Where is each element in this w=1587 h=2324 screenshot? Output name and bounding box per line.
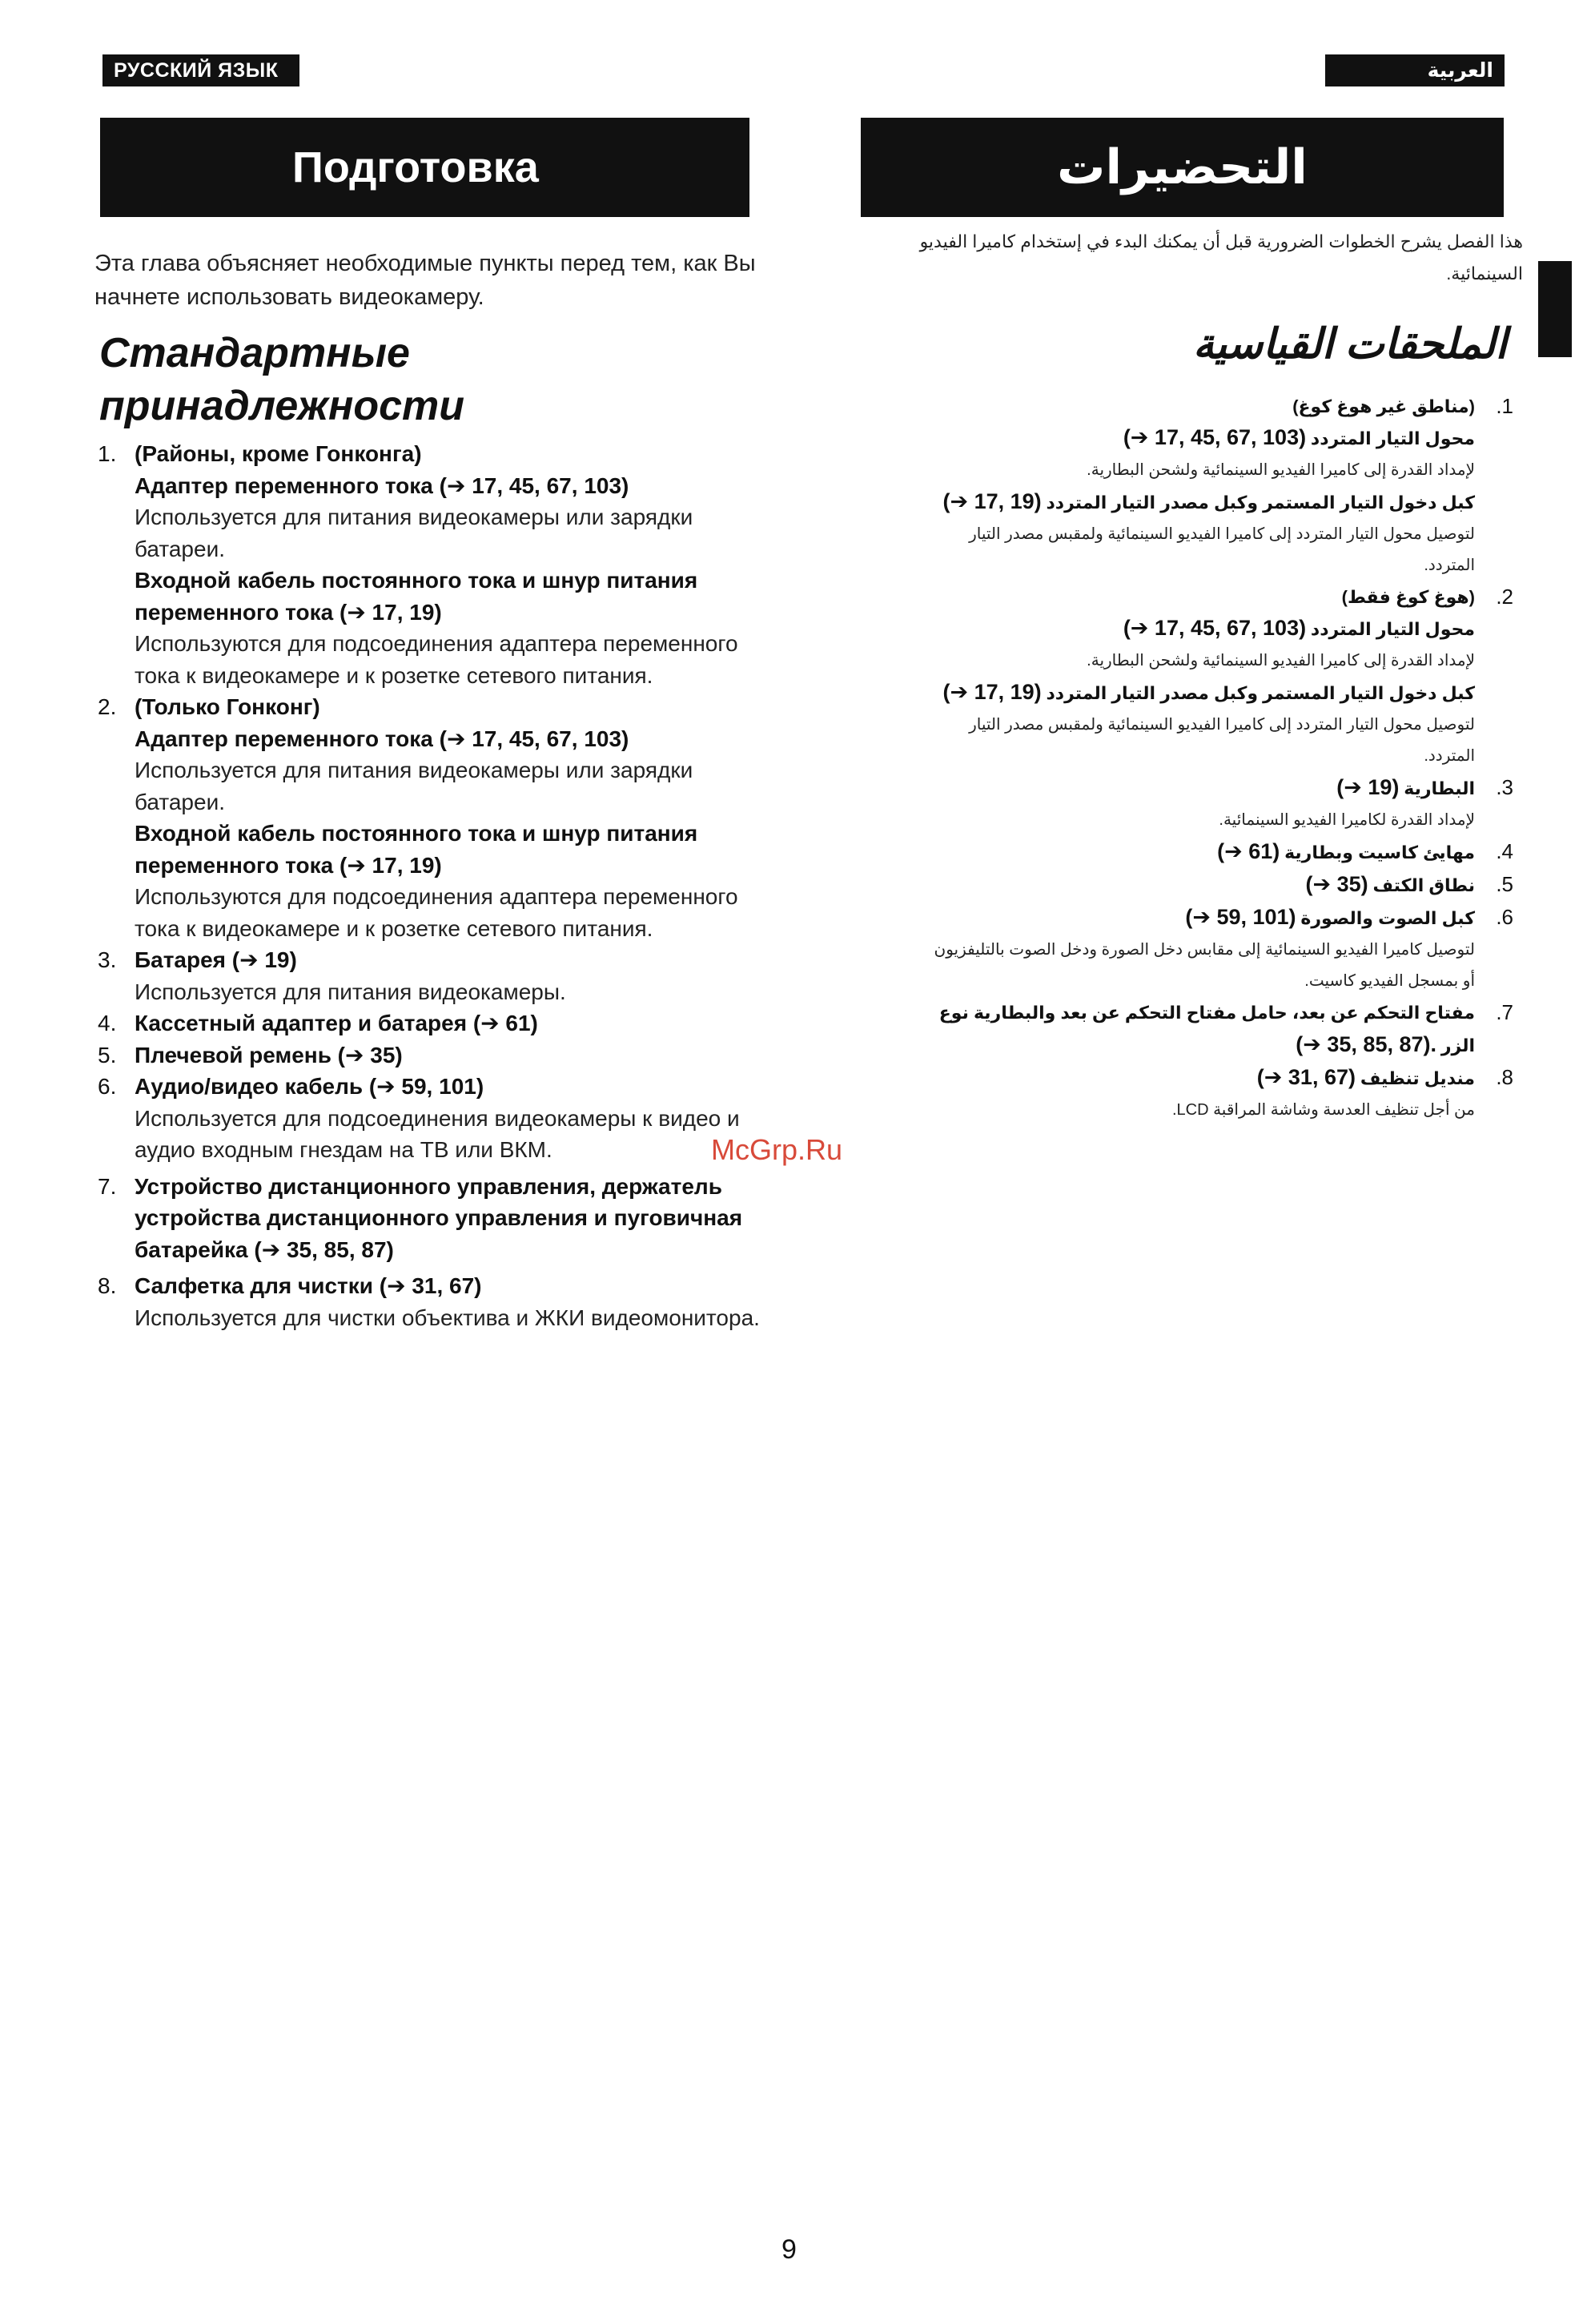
item-title: (Только Гонконг) xyxy=(135,694,320,719)
item-title: مهايئ كاسيت وبطارية xyxy=(1284,842,1475,862)
item-subtitle: كبل دخول التيار المستمر وكبل مصدر التيار المتردد xyxy=(1046,493,1475,513)
item-subtitle: Адаптер переменного тока (➔ 17, 45, 67, 103) xyxy=(135,726,629,751)
page-reference: (➔ 35, 85, 87). xyxy=(1296,1032,1436,1056)
section-heading-russian: Стандартные принадлежности xyxy=(99,330,465,429)
item-number: 1. xyxy=(98,441,117,466)
item-description: لتوصيل محول التيار المتردد إلى كاميرا الفيديو السينمائية ولمقبس مصدر التيار المتردد. xyxy=(969,525,1475,574)
list-item xyxy=(930,869,1587,902)
item-number: .6 xyxy=(1496,905,1513,929)
list-item xyxy=(930,1062,1587,1126)
item-number: 8. xyxy=(98,1273,117,1298)
item-subtitle: Входной кабель постоянного тока и шнур питания переменного тока (➔ 17, 19) xyxy=(135,821,698,878)
item-subtitle: محول التيار المتردد xyxy=(1310,619,1475,639)
list-item xyxy=(94,438,783,691)
item-description: لإمداد القدرة إلى كاميرا الفيديو السينمائية ولشحن البطارية. xyxy=(1087,461,1475,479)
page-reference: (➔ 35) xyxy=(1305,872,1368,896)
item-number: .7 xyxy=(1496,1000,1513,1024)
item-description: لإمداد القدرة إلى كاميرا الفيديو السينمائية ولشحن البطارية. xyxy=(1087,652,1475,669)
item-title: (مناطق غير هوغ كوغ) xyxy=(1292,396,1475,416)
item-number: 2. xyxy=(98,694,117,719)
page-reference: (➔ 59, 101) xyxy=(1185,905,1296,929)
item-title: Устройство дистанционного управления, держатель устройства дистанционного управления и пуговичная батарейка (➔ 35, 85, 87) xyxy=(135,1173,743,1262)
item-number: 3. xyxy=(98,947,117,972)
page-number: 9 xyxy=(781,2234,797,2265)
page-thumb-tab xyxy=(1538,261,1572,357)
item-number: 4. xyxy=(98,1011,117,1035)
item-subtitle: Входной кабель постоянного тока и шнур питания переменного тока (➔ 17, 19) xyxy=(135,568,698,625)
item-number: .5 xyxy=(1496,872,1513,896)
item-title: (Районы, кроме Гонконга) xyxy=(135,441,422,466)
item-number: .1 xyxy=(1496,394,1513,418)
item-title: منديل تنظيف xyxy=(1360,1068,1475,1088)
item-subtitle: Адаптер переменного тока (➔ 17, 45, 67, 103) xyxy=(135,472,629,498)
list-item xyxy=(94,1071,783,1166)
list-item xyxy=(930,997,1587,1062)
list-item xyxy=(94,1171,783,1266)
item-title: Кассетный адаптер и батарея (➔ 61) xyxy=(135,1011,538,1035)
list-item xyxy=(930,902,1587,997)
item-title: نطاق الكتف xyxy=(1372,875,1475,895)
item-number: .4 xyxy=(1496,839,1513,863)
list-item xyxy=(94,691,783,944)
page-reference: (➔ 17, 45, 67, 103) xyxy=(1123,616,1307,640)
language-tag-arabic: العربية xyxy=(1325,54,1505,86)
item-description: Используются для подсоединения адаптера переменного тока к видеокамере и к розетке сетевого питания. xyxy=(135,884,738,941)
chapter-title-russian: Подготовка xyxy=(100,118,749,217)
page-reference: (➔ 17, 19) xyxy=(942,489,1042,513)
item-description: لتوصيل كاميرا الفيديو السينمائية إلى مقابس دخل الصورة ودخل الصوت بالتليفزيون أو بمسجل الفيديو كاسيت. xyxy=(934,941,1475,990)
watermark: McGrp.Ru xyxy=(711,1133,843,1166)
item-number: 7. xyxy=(98,1173,117,1199)
list-item xyxy=(94,944,783,1007)
item-subtitle: محول التيار المتردد xyxy=(1310,428,1475,448)
item-description: لتوصيل محول التيار المتردد إلى كاميرا الفيديو السينمائية ولمقبس مصدر التيار المتردد. xyxy=(969,716,1475,765)
item-title: (هوغ كوغ فقط) xyxy=(1341,587,1475,607)
language-tag-russian: РУССКИЙ ЯЗЫК xyxy=(102,54,299,86)
item-description: لإمداد القدرة لكاميرا الفيديو السينمائية. xyxy=(1219,811,1475,829)
page-reference: (➔ 17, 19) xyxy=(942,680,1042,704)
intro-arabic: هذا الفصل يشرح الخطوات الضرورية قبل أن يمكنك البدء في إستخدام كاميرا الفيديو السينمائية. xyxy=(919,231,1523,283)
page-reference: (➔ 19) xyxy=(1336,775,1400,799)
item-description: من أجل تنظيف العدسة وشاشة المراقبة LCD. xyxy=(1171,1101,1475,1119)
item-number: .3 xyxy=(1496,775,1513,799)
item-title: مفتاح التحكم عن بعد، حامل مفتاح التحكم عن بعد والبطارية نوع الزر xyxy=(938,1003,1475,1055)
list-item xyxy=(930,836,1587,869)
list-item xyxy=(930,391,1587,581)
section-heading-arabic: الملحقات القياسية xyxy=(1193,321,1507,368)
item-number: 5. xyxy=(98,1042,117,1068)
item-number: .2 xyxy=(1496,585,1513,609)
item-description: Используются для подсоединения адаптера переменного тока к видеокамере и к розетке сетевого питания. xyxy=(135,631,738,688)
item-description: Используется для подсоединения видеокамеры к видео и аудио входным гнездам на ТВ или ВКМ. xyxy=(135,1105,740,1162)
item-description: Используется для чистки объектива и ЖКИ видеомонитора. xyxy=(135,1305,760,1330)
item-title: البطارية xyxy=(1404,778,1475,798)
chapter-title-arabic: التحضيرات xyxy=(861,118,1504,217)
list-item xyxy=(930,581,1587,772)
accessory-list-russian xyxy=(94,438,783,1333)
list-item xyxy=(94,1270,783,1333)
item-title: كبل الصوت والصورة xyxy=(1300,908,1475,928)
intro-russian: Эта глава объясняет необходимые пункты перед тем, как Вы начнете использовать видеокамеру. xyxy=(94,251,756,310)
item-title: Салфетка для чистки (➔ 31, 67) xyxy=(135,1273,482,1298)
item-subtitle: كبل دخول التيار المستمر وكبل مصدر التيار المتردد xyxy=(1046,683,1475,703)
accessory-list-arabic xyxy=(930,391,1587,1126)
list-item xyxy=(94,1039,783,1072)
page-reference: (➔ 31, 67) xyxy=(1256,1065,1356,1089)
page-reference: (➔ 17, 45, 67, 103) xyxy=(1123,425,1307,449)
list-item xyxy=(94,1007,783,1039)
item-title: Плечевой ремень (➔ 35) xyxy=(135,1042,403,1068)
item-title: Батарея (➔ 19) xyxy=(135,947,297,972)
page-reference: (➔ 61) xyxy=(1217,839,1280,863)
item-description: Используется для питания видеокамеры. xyxy=(135,979,566,1004)
item-title: Аудио/видео кабель (➔ 59, 101) xyxy=(135,1074,484,1099)
item-number: 6. xyxy=(98,1074,117,1099)
item-description: Используется для питания видеокамеры или зарядки батареи. xyxy=(135,505,693,561)
item-number: .8 xyxy=(1496,1065,1513,1089)
list-item xyxy=(930,772,1587,836)
item-description: Используется для питания видеокамеры или зарядки батареи. xyxy=(135,758,693,814)
